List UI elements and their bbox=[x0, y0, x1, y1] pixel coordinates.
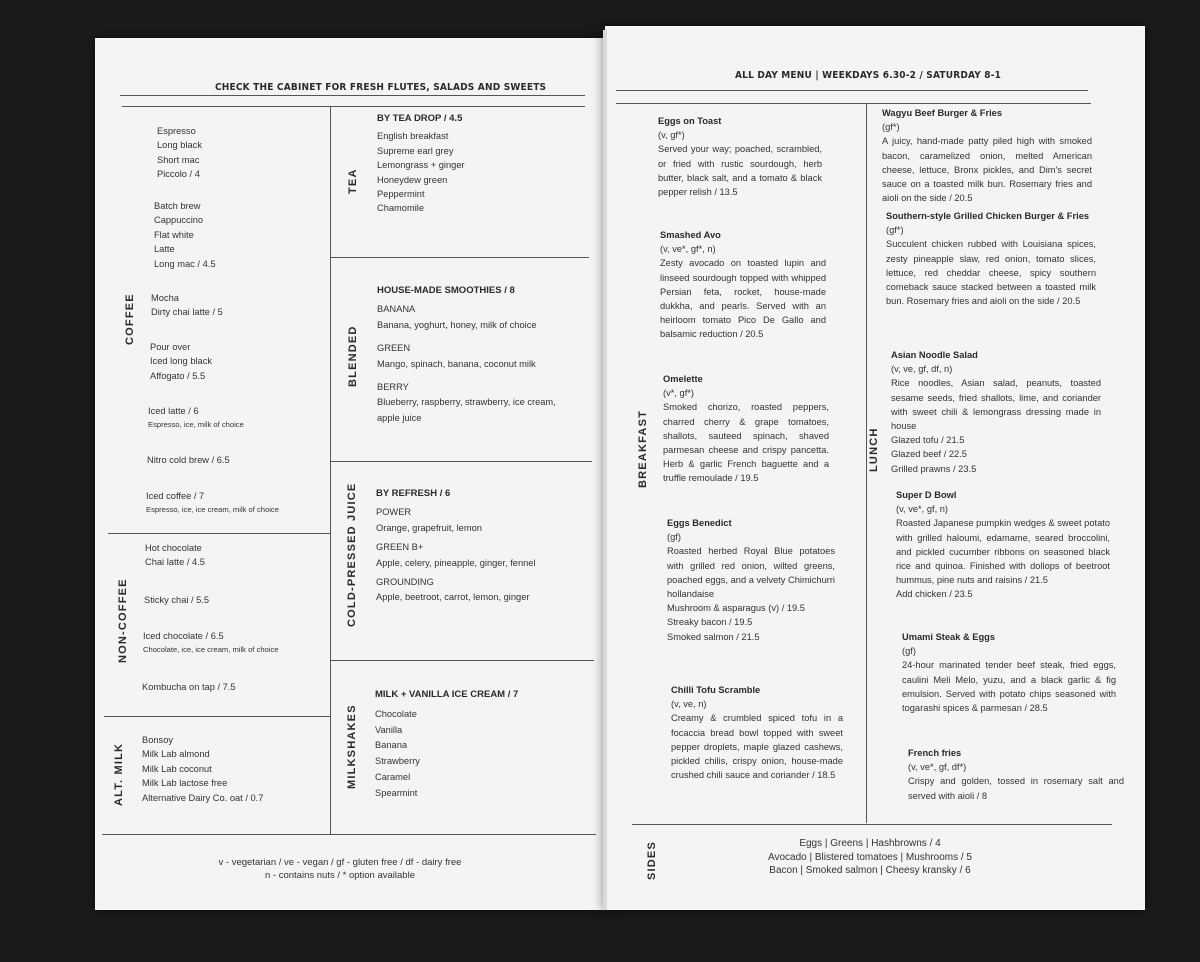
sides-label: SIDES bbox=[646, 840, 658, 880]
non-coffee-group-3: Iced chocolate / 6.5 Chocolate, ice, ice cream, milk of choice bbox=[143, 631, 279, 655]
coffee-group-2: Batch brew Cappuccino Flat white Latte Long mac / 4.5 bbox=[154, 201, 216, 269]
coffee-group-7: Iced coffee / 7 Espresso, ice, ice cream, milk of choice bbox=[146, 491, 279, 515]
divider bbox=[331, 660, 594, 661]
menu-item-eggs-benedict: Eggs Benedict (gf) Roasted herbed Royal Blue potatoes with grilled red onion, wilted greens, poached eggs, and a velvety Chimichurri hollandaise Mushroom & asparagus (v) / 19.5 Streaky bacon / 19.5 Smoked salmon / 21.5 bbox=[667, 518, 835, 642]
dietary-legend: v - vegetarian / ve - vegan / gf - gluten free / df - dairy free n - contains nuts / * option available bbox=[218, 857, 462, 881]
alt-milk-label: ALT. MILK bbox=[113, 742, 125, 806]
all-day-menu-header: ALL DAY MENU | WEEKDAYS 6.30-2 / SATURDAY 8-1 bbox=[735, 70, 1002, 81]
coffee-group-3: Mocha Dirty chai latte / 5 bbox=[151, 293, 223, 318]
menu-item-super-d-bowl: Super D Bowl (v, ve*, gf, n) Roasted Japanese pumpkin wedges & sweet potato with grilled haloumi, edamame, seared broccolini, and pickled cucumber ribbons on seasoned black rice and quinoa. Finished with dollops of beetroot hummus, pine nuts and raisins / 21.5 Add chicken / 23.5 bbox=[896, 490, 1110, 600]
juice-list: BY REFRESH / 6 POWER Orange, grapefruit, lemon GREEN B+ Apple, celery, pineapple, ginger, fennel GROUNDING Apple, beetroot, carrot, lemon, ginger bbox=[376, 488, 536, 603]
blended-label: BLENDED bbox=[347, 325, 359, 387]
non-coffee-label: NON-COFFEE bbox=[117, 578, 129, 663]
coffee-group-1: Espresso Long black Short mac Piccolo / 4 bbox=[157, 126, 202, 180]
menu-item-wagyu-burger: Wagyu Beef Burger & Fries (gf*) A juicy, hand-made patty piled high with smoked bacon, caramelized onion, melted American cheese, lettuce, Bronx pickles, and Dim's secret sauce on a toasted milk bun. Rosemary fries and aioli on the side / 20.5 bbox=[882, 108, 1092, 204]
divider bbox=[330, 107, 331, 834]
breakfast-label: BREAKFAST bbox=[637, 409, 649, 488]
tea-label: TEA bbox=[347, 168, 359, 194]
coffee-label: COFFEE bbox=[124, 293, 136, 345]
menu-item-eggs-on-toast: Eggs on Toast (v, gf*) Served your way; poached, scrambled, or fried with rustic sourdough, herb butter, black salt, and a tomato & black pepper relish / 13.5 bbox=[658, 116, 822, 198]
menu-item-french-fries: French fries (v, ve*, gf, df*) Crispy and golden, tossed in rosemary salt and served with aioli / 8 bbox=[908, 748, 1124, 801]
smoothies-list: HOUSE-MADE SMOOTHIES / 8 BANANA Banana, yoghurt, honey, milk of choice GREEN Mango, spinach, banana, coconut milk BERRY Blueberry, raspberry, strawberry, ice cream, apple juice bbox=[377, 285, 556, 423]
menu-item-umami-steak: Umami Steak & Eggs (gf) 24-hour marinated tender beef steak, fried eggs, caulini Meli Melo, yuzu, and a black garlic & fig emulsion. Served with potato chips seasoned with togarashi spices & parmesan / 28.5 bbox=[902, 632, 1116, 714]
divider bbox=[122, 106, 585, 107]
divider bbox=[616, 90, 1088, 91]
cabinet-header: CHECK THE CABINET FOR FRESH FLUTES, SALADS AND SWEETS bbox=[215, 82, 547, 93]
menu-item-chicken-burger: Southern-style Grilled Chicken Burger & Fries (gf*) Succulent chicken rubbed with Louisiana spices, zesty pineapple slaw, red onion, tomato slices, lettuce, red cheddar cheese, spicy southern comeback sauce stacked between a toasted milk bun. Rosemary fries and aioli on the side / 20.5 bbox=[886, 211, 1096, 307]
menu-item-omelette: Omelette (v*, gf*) Smoked chorizo, roasted peppers, charred cherry & grape tomatoes, shallots, sauteed spinach, shaved parmesan cheese and crispy pancetta. Herb & garlic French baguette and a truffle remoulade / 19.5 bbox=[663, 374, 829, 484]
non-coffee-group-2: Sticky chai / 5.5 bbox=[144, 595, 210, 605]
lunch-label: LUNCH bbox=[868, 427, 880, 472]
divider bbox=[616, 103, 1091, 104]
divider bbox=[120, 95, 585, 96]
divider bbox=[866, 103, 867, 823]
divider bbox=[331, 461, 592, 462]
alt-milk-list: Bonsoy Milk Lab almond Milk Lab coconut Milk Lab lactose free Alternative Dairy Co. oat / 0.7 bbox=[142, 735, 264, 803]
non-coffee-group-4: Kombucha on tap / 7.5 bbox=[142, 682, 236, 692]
menu-fold bbox=[603, 30, 607, 910]
juice-label: COLD-PRESSED JUICE bbox=[346, 482, 358, 627]
divider bbox=[632, 824, 1112, 825]
menu-item-smashed-avo: Smashed Avo (v, ve*, gf*, n) Zesty avocado on toasted lupin and linseed sourdough topped with whipped Persian feta, rocket, house-made dukkha, and pearls. Served with an heirloom tomato Pico De Gallo and balsamic reduction / 20.5 bbox=[660, 230, 826, 340]
divider bbox=[104, 716, 330, 717]
menu-item-asian-noodle-salad: Asian Noodle Salad (v, ve, gf, df, n) Rice noodles, Asian salad, peanuts, toasted sesame seeds, fried shallots, lime, and coriander with sweet chili & lemongrass dressing made in house Glazed tofu / 21.5 Glazed beef / 22.5 Grilled prawns / 23.5 bbox=[891, 350, 1101, 474]
coffee-group-5: Iced latte / 6 Espresso, ice, milk of choice bbox=[148, 406, 244, 430]
coffee-group-4: Pour over Iced long black Affogato / 5.5 bbox=[150, 342, 213, 381]
milkshakes-label: MILKSHAKES bbox=[346, 704, 358, 789]
non-coffee-group-1: Hot chocolate Chai latte / 4.5 bbox=[145, 543, 205, 568]
menu-item-chilli-tofu-scramble: Chilli Tofu Scramble (v, ve, n) Creamy & crumbled spiced tofu in a focaccia bread bowl topped with sweet pepper droplets, maple glazed cashews, pickled chilis, crispy onion, house-made crushed chili sauce and coriander / 18.5 bbox=[671, 685, 843, 781]
divider bbox=[108, 533, 330, 534]
coffee-group-6: Nitro cold brew / 6.5 bbox=[147, 455, 230, 465]
divider bbox=[331, 257, 589, 258]
sides-list: Eggs | Greens | Hashbrowns / 4 Avocado | Blistered tomatoes | Mushrooms / 5 Bacon | Smoked salmon | Cheesy kransky / 6 bbox=[768, 838, 972, 876]
tea-list: BY TEA DROP / 4.5 English breakfast Supreme earl grey Lemongrass + ginger Honeydew green Peppermint Chamomile bbox=[377, 113, 465, 214]
divider bbox=[102, 834, 596, 835]
milkshakes-list: MILK + VANILLA ICE CREAM / 7 Chocolate Vanilla Banana Strawberry Caramel Spearmint bbox=[375, 689, 519, 798]
